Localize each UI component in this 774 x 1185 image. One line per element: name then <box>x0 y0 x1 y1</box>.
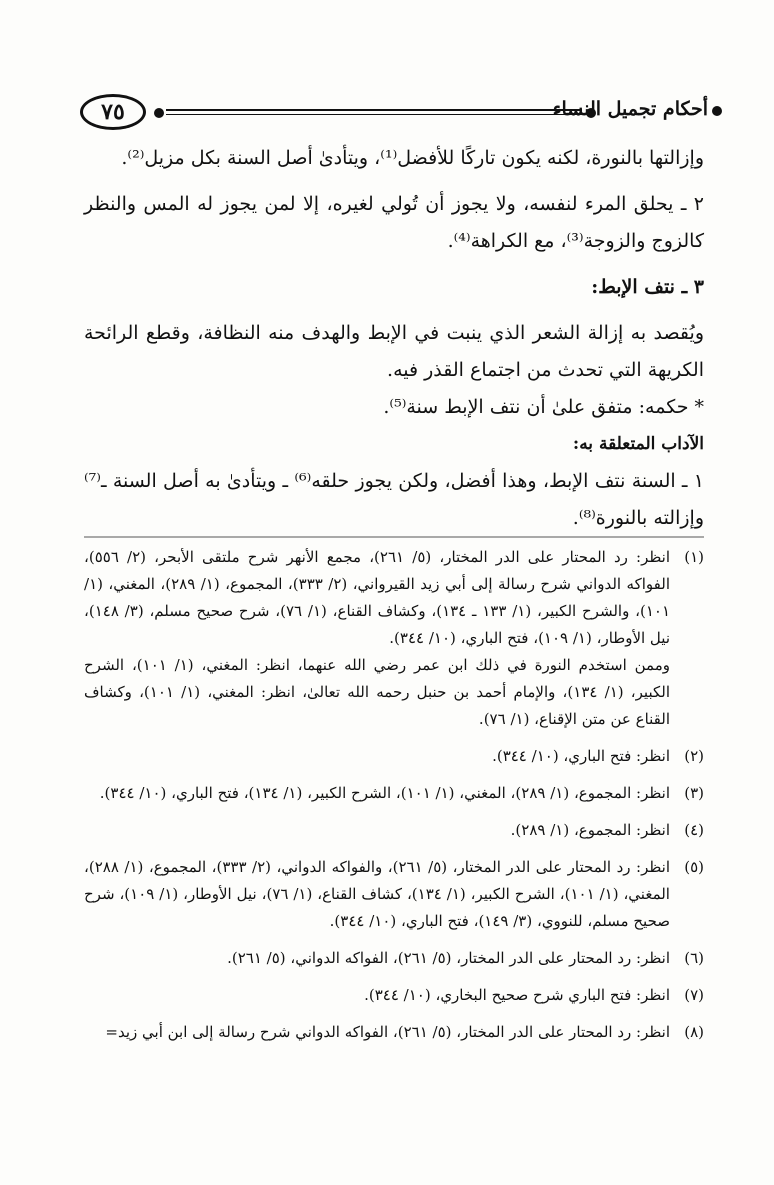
footnotes-section <box>84 544 704 1056</box>
paragraph-adab-1: ١ ـ السنة نتف الإبط، وهذا أفضل، ولكن يجوز حلقه⁽⁶⁾ ـ ويتأدىٰ به أصل السنة ـ⁽⁷⁾ وإزالته بالنورة⁽⁸⁾. <box>84 470 704 529</box>
footnote-paragraph: وممن استخدم النورة في ذلك ابن عمر رضي الله عنهما، انظر: المغني، (١/ ١٠١)، الشرح الكبير، (١/ ١٣٤)، والإمام أحمد بن حنبل رحمه الله تعالىٰ، انظر: المغني، (١/ ١٠١)، وكشاف القناع عن متن الإقناع، (١/ ٧٦). <box>84 656 670 728</box>
footnote-text <box>84 854 670 935</box>
footnote-paragraph: انظر: رد المحتار على الدر المختار، (٥/ ٢٦١)، الفواكه الدواني، (٥/ ٢٦١). <box>227 949 670 967</box>
footnote <box>84 743 704 770</box>
footnote <box>84 854 704 935</box>
footnote <box>84 780 704 807</box>
ornament-dot <box>712 106 722 116</box>
page-number: ٧٥ <box>80 94 146 130</box>
page-header <box>80 92 726 136</box>
footnote-text <box>84 817 670 844</box>
footnote-paragraph: انظر: فتح الباري، (١٠/ ٣٤٤). <box>492 747 670 765</box>
footnote-number: (٥) <box>684 858 704 876</box>
footnote-text <box>84 945 670 972</box>
footnote-text <box>84 743 670 770</box>
paragraph-shaving-self: ٢ ـ يحلق المرء لنفسه، ولا يجوز أن تُولي لغيره، إلا لمن يجوز له المس والنظر كالزوج والزوجة⁽³⁾، مع الكراهة⁽⁴⁾. <box>84 193 704 252</box>
paragraph-definition: ويُقصد به إزالة الشعر الذي ينبت في الإبط والهدف منه النظافة، وقطع الرائحة الكريهة التي تحدث من اجتماع القذر فيه. <box>84 322 704 381</box>
footnote-paragraph: انظر: فتح الباري شرح صحيح البخاري، (١٠/ ٣٤٤). <box>364 986 670 1004</box>
footnote-text <box>84 982 670 1009</box>
footnote-paragraph: انظر: رد المحتار على الدر المختار، (٥/ ٢٦١)، مجمع الأنهر شرح ملتقى الأبحر، (٢/ ٥٥٦)، الفواكه الدواني شرح رسالة إلى أبي زيد القيرواني، (٢/ ٣٣٣)، المجموع، (١/ ٢٨٩)، المغني، (١/ ١٠١)، والشرح الكبير، (١/ ١٣٣ ـ ١٣٤)، وكشاف القناع، (١/ ٧٦)، شرح صحيح مسلم، (٣/ ١٤٨)، نيل الأوطار، (١/ ١٠٩)، فتح الباري، (١٠/ ٣٤٤). <box>84 548 671 647</box>
section-heading: ٣ ـ نتف الإبط: <box>591 276 704 298</box>
adab-heading: الآداب المتعلقة به: <box>572 434 704 454</box>
footnote-text <box>84 1019 670 1046</box>
footnote-number: (٤) <box>684 821 704 839</box>
ornament-dot <box>154 108 164 118</box>
footnote <box>84 982 704 1009</box>
running-title: أحكام تجميل النساء <box>552 98 708 120</box>
header-rule <box>166 114 582 115</box>
footnote-paragraph: انظر: المجموع، (١/ ٢٨٩). <box>510 821 670 839</box>
footnote-number: (٢) <box>684 747 704 765</box>
footnote-paragraph: انظر: رد المحتار على الدر المختار، (٥/ ٢٦١)، الفواكه الدواني شرح رسالة إلى ابن أبي زيد= <box>105 1023 670 1041</box>
footnote <box>84 817 704 844</box>
ruling-line: * حكمه: متفق علىٰ أن نتف الإبط سنة⁽⁵⁾. <box>383 396 704 418</box>
footnote-text <box>84 780 670 807</box>
paragraph-continuation: وإزالتها بالنورة، لكنه يكون تاركًا للأفضل⁽¹⁾، ويتأدىٰ أصل السنة بكل مزيل⁽²⁾. <box>121 147 704 169</box>
footnote-number: (٦) <box>684 949 704 967</box>
header-rule <box>166 109 582 111</box>
footnote-number: (١) <box>684 548 704 566</box>
footnote <box>84 544 704 733</box>
footnote-paragraph: انظر: المجموع، (١/ ٢٨٩)، المغني، (١/ ١٠١)، الشرح الكبير، (١/ ١٣٤)، فتح الباري، (١٠/ ٣٤٤). <box>99 784 670 802</box>
footnote-number: (٧) <box>684 986 704 1004</box>
main-text <box>84 140 704 537</box>
footnote-paragraph: انظر: رد المحتار على الدر المختار، (٥/ ٢٦١)، والفواكه الدواني، (٢/ ٣٣٣)، المجموع، (١/ ٢٨٨)، المغني، (١/ ١٠١)، الشرح الكبير، (١/ ١٣٤)، كشاف القناع، (١/ ٧٦)، نيل الأوطار، (١/ ١٠٩)، شرح صحيح مسلم، للنووي، (٣/ ١٤٩)، فتح الباري، (١٠/ ٣٤٤). <box>84 858 671 930</box>
footnote-number: (٣) <box>684 784 704 802</box>
footnote-number: (٨) <box>684 1023 704 1041</box>
footnote-separator <box>84 535 704 539</box>
footnote-text <box>84 544 670 733</box>
footnote <box>84 945 704 972</box>
footnote <box>84 1019 704 1046</box>
